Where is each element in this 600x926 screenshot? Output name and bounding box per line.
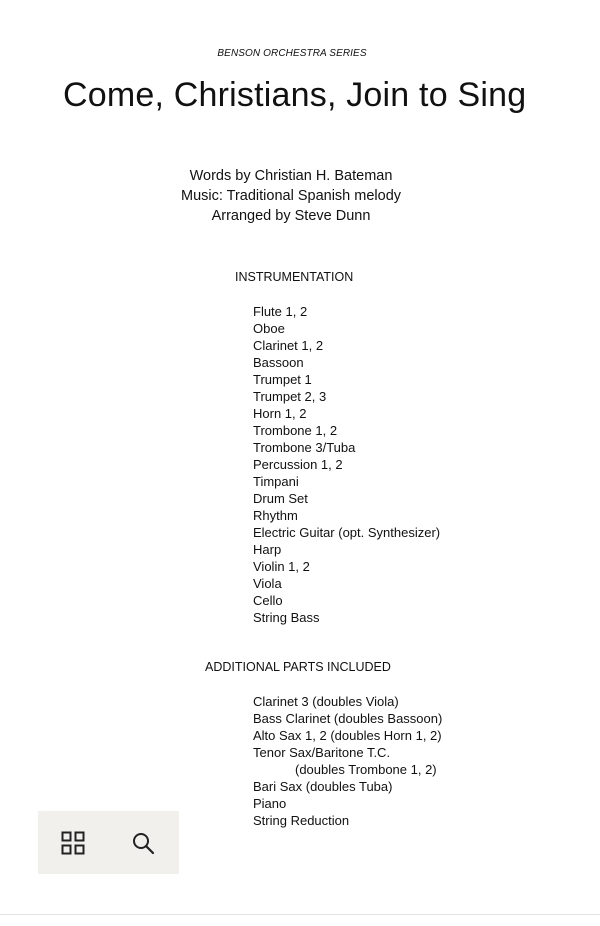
additional-parts-heading: ADDITIONAL PARTS INCLUDED <box>205 660 391 674</box>
list-item: Bassoon <box>253 355 304 370</box>
viewer-toolbar <box>38 811 179 874</box>
list-item: Cello <box>253 593 283 608</box>
list-item: (doubles Trombone 1, 2) <box>295 762 437 777</box>
arranger-credit: Arranged by Steve Dunn <box>211 208 371 224</box>
list-item: Trombone 3/Tuba <box>253 440 356 455</box>
list-item: Electric Guitar (opt. Synthesizer) <box>253 525 441 540</box>
page-title: Come, Christians, Join to Sing <box>63 76 527 114</box>
bottom-divider <box>0 914 600 915</box>
music-credit: Music: Traditional Spanish melody <box>180 188 402 204</box>
list-item: Alto Sax 1, 2 (doubles Horn 1, 2) <box>253 728 442 743</box>
list-item: Violin 1, 2 <box>253 559 310 574</box>
list-item: Timpani <box>253 474 299 489</box>
list-item: Trombone 1, 2 <box>253 423 338 438</box>
search-icon <box>131 831 155 855</box>
list-item: Flute 1, 2 <box>253 304 308 319</box>
list-item: Percussion 1, 2 <box>253 457 343 472</box>
instrumentation-list <box>253 303 440 626</box>
list-item: Tenor Sax/Baritone T.C. <box>253 745 391 760</box>
list-item: Bass Clarinet (doubles Bassoon) <box>253 711 443 726</box>
words-credit: Words by Christian H. Bateman <box>189 168 393 184</box>
search-button[interactable] <box>108 811 178 874</box>
series-label: BENSON ORCHESTRA SERIES <box>217 48 367 59</box>
list-item: Drum Set <box>253 491 308 506</box>
grid-view-button[interactable] <box>38 811 108 874</box>
list-item: Trumpet 2, 3 <box>253 389 327 404</box>
list-item: String Bass <box>253 610 320 625</box>
list-item: Horn 1, 2 <box>253 406 307 421</box>
list-item: Rhythm <box>253 508 298 523</box>
list-item: Harp <box>253 542 282 557</box>
list-item: Clarinet 3 (doubles Viola) <box>253 694 399 709</box>
list-item: Clarinet 1, 2 <box>253 338 324 353</box>
list-item: Viola <box>253 576 282 591</box>
credits <box>0 166 582 226</box>
grid-view-icon <box>61 831 85 855</box>
list-item: Trumpet 1 <box>253 372 312 387</box>
list-item: String Reduction <box>253 813 350 828</box>
list-item: Piano <box>253 796 287 811</box>
additional-parts-list <box>253 693 442 829</box>
list-item: Oboe <box>253 321 285 336</box>
list-item: Bari Sax (doubles Tuba) <box>253 779 393 794</box>
instrumentation-heading: INSTRUMENTATION <box>235 270 354 284</box>
